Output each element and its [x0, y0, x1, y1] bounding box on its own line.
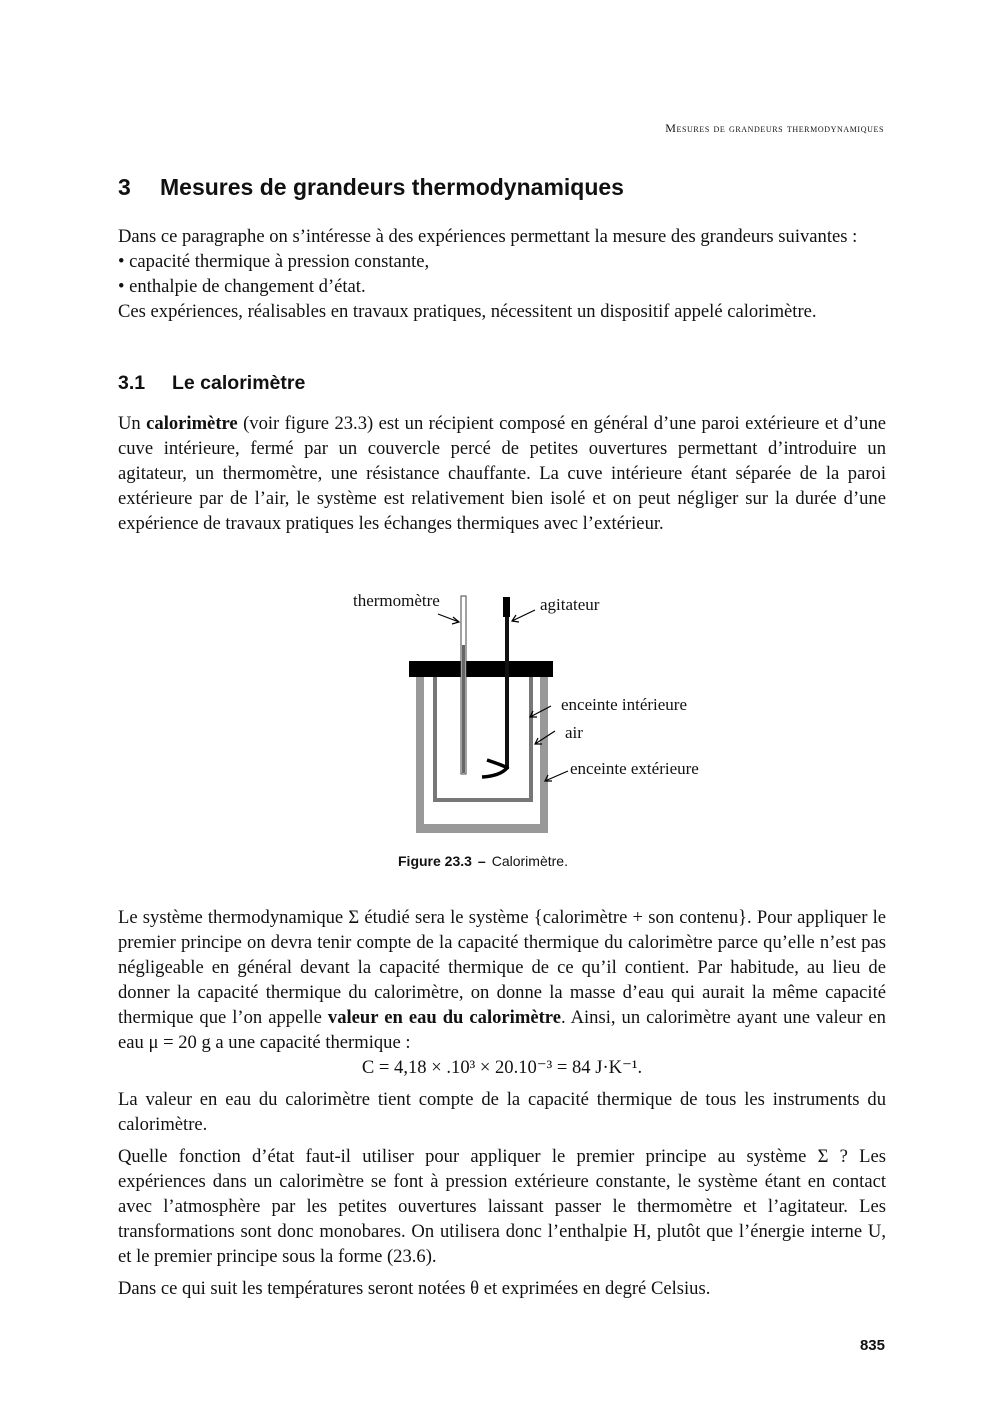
- subsection-title: Le calorimètre: [172, 372, 306, 394]
- paragraph-calorimetre: [118, 411, 886, 536]
- lid: [409, 661, 553, 677]
- running-header: Mesures de grandeurs thermodynamiques: [665, 121, 884, 135]
- bullet-item: • enthalpie de changement d’état.: [118, 276, 366, 297]
- paragraph: Dans ce qui suit les températures seront notées θ et exprimées en degré Celsius.: [118, 1278, 711, 1299]
- thermometer: [461, 596, 466, 774]
- figure-caption: [398, 853, 568, 869]
- calorimeter-figure: [340, 585, 730, 845]
- subsection-heading: [118, 372, 305, 395]
- label-enceinte-exterieure: enceinte extérieure: [570, 759, 699, 778]
- label-air: air: [565, 723, 583, 742]
- bullet-item: • capacité thermique à pression constante,: [118, 251, 430, 272]
- label-enceinte-interieure: enceinte intérieure: [561, 695, 688, 714]
- label-agitateur: agitateur: [540, 595, 600, 614]
- intro-closing: Ces expériences, réalisables en travaux pratiques, nécessitent un dispositif appelé calorimètre.: [118, 301, 817, 322]
- paragraph: Quelle fonction d’état faut-il utiliser pour appliquer le premier principe au système Σ ? Les expériences dans un calorimètre se font à pression extérieure constante, le système étant en contact avec l’atmosphère par les petites ouvertures laissant passer le thermomètre et l’agitateur. Les transformations sont donc monobares. On utilisera donc l’enthalpie H, plutôt que l’énergie interne U, et le premier principe sous la forme (23.6).: [118, 1146, 886, 1267]
- caption-number: Figure 23.3: [398, 853, 472, 869]
- section-heading: [118, 174, 624, 201]
- stirrer: [482, 597, 510, 777]
- page-number: 835: [859, 1337, 885, 1354]
- intro-text: Dans ce paragraphe on s’intéresse à des expériences permettant la mesure des grandeurs suivantes :: [118, 226, 858, 247]
- subsection-number: 3.1: [118, 372, 146, 394]
- paragraph: La valeur en eau du calorimètre tient compte de la capacité thermique de tous les instruments du calorimètre.: [118, 1089, 886, 1135]
- section-title: Mesures de grandeurs thermodynamiques: [160, 174, 624, 200]
- intro-block: [118, 224, 886, 324]
- term-calorimetre: calorimètre: [146, 413, 238, 434]
- arrows: [438, 610, 568, 781]
- text: Un: [118, 413, 147, 434]
- text: . Ainsi, un calorimètre ayant une valeur en eau μ = 20 g a une capacité thermique :: [118, 1007, 886, 1053]
- section-number: 3: [118, 174, 131, 200]
- text: Le système thermodynamique Σ étudié sera le système {calorimètre + son contenu}. Pour appliquer le premier principe on devra tenir compte de la capacité thermique du calorimètre parce qu’elle n’est pas négligeable en général devant la capacité thermique de ce qu’il contient. Par habitude, au lieu de donner la capacité thermique du calorimètre, on donne la masse d’eau qui aurait la même capacité thermique que l’on appelle: [118, 907, 886, 1028]
- text: (voir figure 23.3) est un récipient composé en général d’une paroi extérieure et d’une cuve intérieure, fermé par un couvercle percé de petites ouvertures permettant d’introduire un agitateur, un thermomètre, une résistance chauffante. La cuve intérieure étant séparée de la paroi extérieure par de l’air, le système est relativement bien isolé et on peut négliger sur la durée d’une expérience de travaux pratiques les échanges thermiques avec l’extérieur.: [118, 413, 886, 534]
- label-thermometre: thermomètre: [353, 591, 440, 610]
- paragraph-valeur-en-eau: [118, 905, 886, 1301]
- caption-text: Calorimètre.: [491, 853, 568, 869]
- caption-separator: –: [477, 853, 486, 869]
- bullet-text: capacité thermique à pression constante,: [129, 251, 430, 272]
- term-valeur-en-eau: valeur en eau du calorimètre: [327, 1007, 561, 1028]
- equation: C = 4,18 × .10³ × 20.10⁻³ = 84 J·K⁻¹.: [361, 1057, 643, 1078]
- inner-enclosure: [433, 675, 533, 802]
- bullet-text: enthalpie de changement d’état.: [129, 276, 366, 297]
